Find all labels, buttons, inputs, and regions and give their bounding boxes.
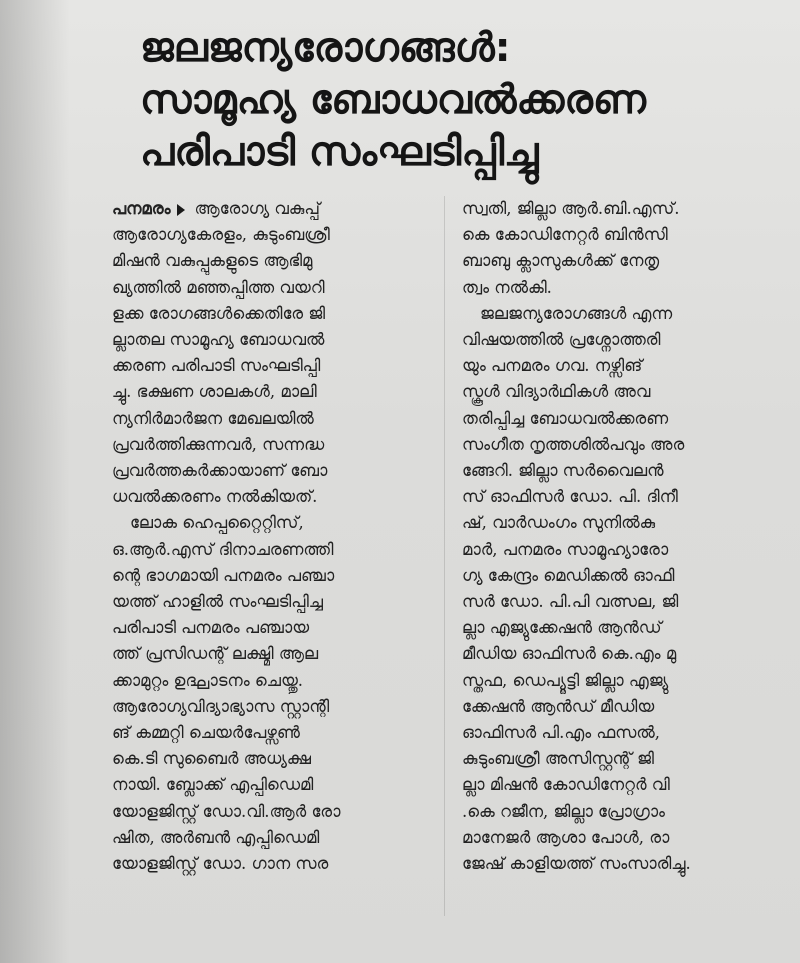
article-headline [140, 22, 760, 178]
article-line: ങ്ങേറി. ജില്ലാ സർവൈലൻ [462, 461, 664, 481]
article-line: ത്വം നൽകി. [462, 277, 552, 297]
article-line: നായി. ബ്ലോക്ക് എപ്പിഡെമി [112, 775, 314, 795]
article-line: ന്റെ ഭാഗമായി പനമരം പഞ്ചാ [112, 565, 335, 585]
article-line: ക്കേഷൻ ആൻഡ് മീഡിയ [462, 696, 655, 716]
article-line: ഒ.ആർ.എസ് ദിനാചരണത്തി [112, 539, 334, 559]
headline-line-1: ജലജന്യരോഗങ്ങൾ: [140, 25, 511, 71]
article-line: മീഡിയ ഓഫിസർ കെ.എം മു [462, 644, 677, 664]
article-line: പനമരം ആരോഗ്യ വകുപ്പ് [112, 199, 320, 218]
article-line: ല്ലാ എജ്യുക്കേഷൻ ആൻഡ് [462, 618, 662, 638]
article-line: ഗ്യ കേന്ദ്രം മെഡിക്കൽ ഓഫി [462, 565, 675, 585]
article-line: ജേഷ് കാളിയത്ത് സംസാരിച്ചു. [462, 854, 691, 874]
article-line: ക്കരണ പരിപാടി സംഘടിപ്പി [112, 356, 321, 376]
article-line: മാനേജർ ആശാ പോൾ, രാ [462, 827, 670, 847]
article-line: ഷിത, അർബൻ എപ്പിഡെമി [112, 827, 320, 847]
article-line: മാർ, പനമരം സാമൂഹ്യാരോ [462, 539, 669, 559]
headline-line-2: സാമൂഹ്യ ബോധവൽക്കരണ [140, 77, 646, 123]
article-column-right [462, 196, 784, 877]
article-line: ക്കാമുറ്റം ഉദ്ഘാടനം ചെയ്തു. [112, 670, 304, 690]
article-line: ധവൽക്കരണം നൽകിയത്. [112, 487, 318, 507]
article-line: പരിപാടി പനമരം പഞ്ചായ [112, 618, 310, 638]
article-line: സ്കൂൾ വിദ്യാർഥികൾ അവ [462, 382, 651, 402]
dateline: പനമരം [112, 199, 171, 218]
article-line: ഷ്, വാർഡംഗം സുനിൽകു [462, 513, 656, 533]
article-body [112, 196, 782, 936]
article-line: യോളജിസ്റ്റ് ഡോ. ഗാന സര [112, 854, 329, 874]
page-fold-shadow [0, 0, 70, 963]
article-line: പ്രവർത്തകർക്കായാണ് ബോ [112, 461, 328, 481]
article-line: ളക്ക രോഗങ്ങൾക്കെതിരേ ജി [112, 303, 326, 323]
article-line: യും പനമരം ഗവ. നഴ്സിങ് [462, 356, 643, 376]
article-line: ന്യനിർമാർജന മേഖലയിൽ [112, 408, 314, 428]
article-line: വിഷയത്തിൽ പ്രശ്നോത്തരി [462, 330, 661, 350]
article-line: ഖ്യത്തിൽ മഞ്ഞപ്പിത്ത വയറി [112, 277, 325, 297]
article-line: ത്ത് പ്രസിഡന്റ് ലക്ഷ്മി ആല [112, 644, 319, 664]
article-line: മിഷൻ വകുപ്പുകളുടെ ആഭിമു [112, 251, 313, 271]
article-line: തരിപ്പിച്ച ബോധവൽക്കരണ [462, 408, 669, 428]
article-line: ഓഫിസർ പി.എം ഫസൽ, [462, 723, 661, 743]
column-divider [444, 196, 445, 916]
article-line: കുടുംബശ്രീ അസിസ്റ്റന്റ് ജി [462, 749, 654, 769]
article-line: ലോക ഹെപ്പറ്റൈറ്റിസ്, [130, 513, 304, 533]
article-line: യത്ത് ഹാളിൽ സംഘടിപ്പിച്ച [112, 592, 323, 612]
article-line: സ് ഓഫിസർ ഡോ. പി. ദിനീ [462, 487, 678, 507]
article-line: ആരോഗ്യകേരളം, കുടുംബശ്രീ [112, 225, 330, 245]
article-line: കെ.ടി സുബൈർ അധ്യക്ഷ [112, 749, 312, 769]
article-line: കെ കോഡിനേറ്റർ ബിൻസി [462, 225, 668, 245]
article-line: പ്രവർത്തിക്കുന്നവർ, സന്നദ്ധ [112, 434, 325, 454]
headline-line-3: പരിപാടി സംഘടിപ്പിച്ചു [140, 129, 539, 175]
dateline-arrow-icon [177, 204, 185, 216]
article-line: യോളജിസ്റ്റ് ഡോ.വി.ആർ രോ [112, 801, 341, 821]
article-line: ങ് കമ്മറ്റി ചെയർപേഴ്സൺ [112, 723, 300, 743]
article-line: ബാബു ക്ലാസുകൾക്ക് നേതൃ [462, 251, 660, 271]
article-line: സ്വതി, ജില്ലാ ആർ.ബി.എസ്. [462, 199, 680, 218]
article-line: ആരോഗ്യവിദ്യാഭ്യാസ സ്റ്റാന്റി [112, 696, 330, 716]
article-line: ച്ചു. ഭക്ഷണ ശാലകൾ, മാലി [112, 382, 317, 402]
article-line: ല്ലാ മിഷൻ കോഡിനേറ്റർ വി [462, 775, 670, 795]
article-line: ജലജന്യരോഗങ്ങൾ എന്ന [480, 303, 673, 323]
article-line: ല്ലാതല സാമൂഹ്യ ബോധവൽ [112, 330, 325, 350]
article-line: .കെ റജീന, ജില്ലാ പ്രോഗ്രാം [462, 801, 665, 821]
article-line: സർ ഡോ. പി.പി വത്സല, ജി [462, 592, 679, 612]
article-line: സ്തഫ, ഡെപ്യൂട്ടി ജില്ലാ എജ്യു [462, 670, 669, 690]
article-column-left [112, 196, 424, 877]
article-line: സംഗീത നൃത്തശിൽപവും അര [462, 434, 685, 454]
